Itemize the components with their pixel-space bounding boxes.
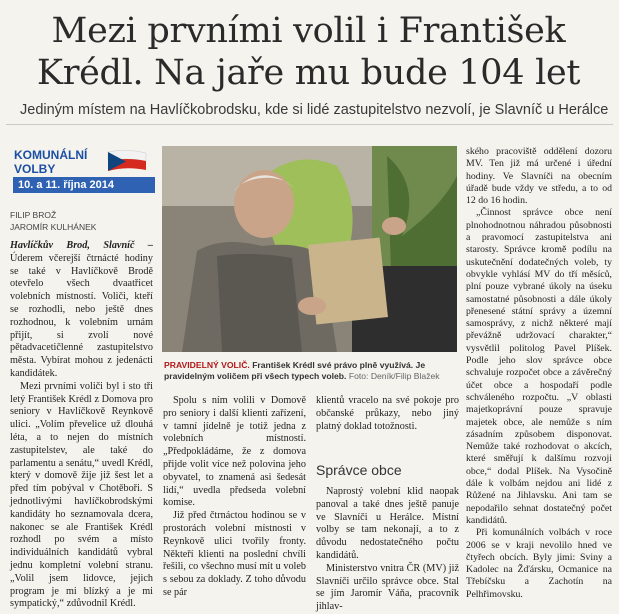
election-badge (10, 146, 150, 194)
col4-paragraph-1: ského pracoviště oddělení dozoru MV. Ten již má určené i úřední hodiny. Ve Slavníči na obecním úřadě bude vždy ve středu, a to od 12 do 16 hodin. (466, 146, 612, 207)
column-3 (316, 395, 459, 433)
col3-paragraph-3: Ministerstvo vnitra ČR (MV) již Slavníči určilo správce obce. Stal se jím Jaromír Váňa, pracovník jihlav- (316, 562, 459, 613)
byline-author-1: FILIP BROŽ (10, 210, 57, 220)
subheadline: Jediným místem na Havlíčkobrodsku, kde si lidé zastupitelstvo nezvolí, je Slavníč u Herálce (20, 102, 609, 118)
col1-paragraph-1: Úderem včerejší čtrnácté hodiny se také v Havlíčkově Brodě otevřelo všech dvaatřicet volebních místností. Voliči, kteří se rozhodli, nebo ještě dnes rozhodnou, k volebním urnám přijít, si zvolí nové pětadvacetičlenné zastupitelstvo města. Vybírat mohou z jedenácti kandidátek. (10, 252, 153, 379)
divider (6, 124, 613, 125)
news-photo (162, 146, 457, 352)
photo-caption (164, 360, 456, 382)
badge-line-1: KOMUNÁLNÍ (14, 148, 88, 162)
badge-line-2: VOLBY (14, 162, 56, 176)
col3-paragraph-2: Naprostý volební klid naopak panoval a také dnes ještě panuje ve Slavníči u Herálce. Místní volby se tam nekonají, a to z důvodu nedostatečného počtu kandidátů. (316, 486, 459, 561)
col1-paragraph-2: Mezi prvními voliči byl i sto tři letý František Krédl z Domova pro seniory v Havlíčkově Reynkově ulici. „Volím převelice už dlouhá léta, a to nejen do místních zastupitelstev, ale také do parlamentu a senátu,“ uvedl Krédl, který v domově žije již šest let a před tím pobýval v Chotěboři. S jednotlivými havlíčkobrodskými kandidáty ho seznamovala dcera, nakonec se ale František Krédl rozhodl po svém a místo individuálních kandidátů vybral jednu kompletní volební stranu. „Volil jsem lidovce, jejich program je mi blízký a je mi sympatický,“ zdůvodnil Krédl. (10, 380, 153, 610)
badge-date: 10. a 11. října 2014 (13, 177, 155, 193)
column-1 (10, 240, 153, 611)
caption-lead: PRAVIDELNÝ VOLIČ. (164, 360, 250, 370)
column-3-continued (316, 486, 459, 614)
col2-paragraph-2: Již před čtrnáctou hodinou se v prostorách volební místnosti v Reynkově ulici tvořily fronty. Někteří klienti na poslední chvíli řešili, co všechno musí mít u voleb s sebou za doklady. Z toho důvodu se pár (163, 510, 306, 598)
col2-paragraph-1: Spolu s ním volili v Domově pro seniory i další klienti zařízení, v tamní jídelně je totiž jedna z volebních místností. „Předpokládáme, že z domova přijde volit více než polovina jeho obyvatel, to znamená asi šedesát lidí,“ uvedla předseda volební komise. (163, 395, 306, 509)
dateline: Havlíčkův Brod, Slavníč – (10, 240, 153, 251)
section-heading: Správce obce (316, 462, 402, 478)
caption-text: František Krédl své právo plně využívá. Je pravidelným voličem při všech typech voleb. (164, 360, 426, 381)
photo-credit: Foto: Deník/Filip Blažek (348, 371, 440, 381)
col4-paragraph-3: Při komunálních volbách v roce 2006 se v kraji nevolilo hned ve čtyřech obcích. Byly jimi: Sviny a Kadolec na Žďársku, Ocmanice na Třebíčsku a Zachotín na Pelhřimovsku. (466, 527, 612, 600)
col4-paragraph-2: „Činnost správce obce není plnohodnotnou náhradou působnosti a pravomocí zastupitelstva ani starosty. Správce kromě podílu na uskutečnění dodatečných voleb, ty obvykle vyhlásí MV do tří měsíců, plní pouze vybrané úkoly na úseku samostatné působnosti a dále úkoly přenesené státní správy a územní samosprávy, z nichž některé mají převážně udržovací charakter,“ vysvětlil politolog Pavel Plíšek. Podle jeho slov správce obce schvaluje rozpočet obce a závěrečný účet obce a hospodaří podle schváleného rozpočtu. „V oblasti majetkoprávní pouze spravuje majetek obce, ale nemůže s ním zásadním způsobem disponovat. Nemůže také rozhodovat o akcích, které směřují k dalšímu rozvoji obce,“ dodal Plíšek. Na Vysočině dále k volbám nejdou ani lidé z Růžené na Jihlavsku. Ani tam se nepodařilo sehnat dostatečný počet kandidátů. (466, 207, 612, 526)
headline: Mezi prvními volil i František Krédl. Na jaře mu bude 104 let (36, 11, 581, 93)
column-2 (163, 395, 306, 600)
czech-flag-icon (102, 149, 150, 175)
byline-author-2: JAROMÍR KULHÁNEK (10, 222, 97, 232)
column-4 (466, 146, 612, 601)
col3-paragraph-1: klientů vracelo na své pokoje pro občanské průkazy, nebo jiný platný doklad totožnosti. (316, 395, 459, 432)
